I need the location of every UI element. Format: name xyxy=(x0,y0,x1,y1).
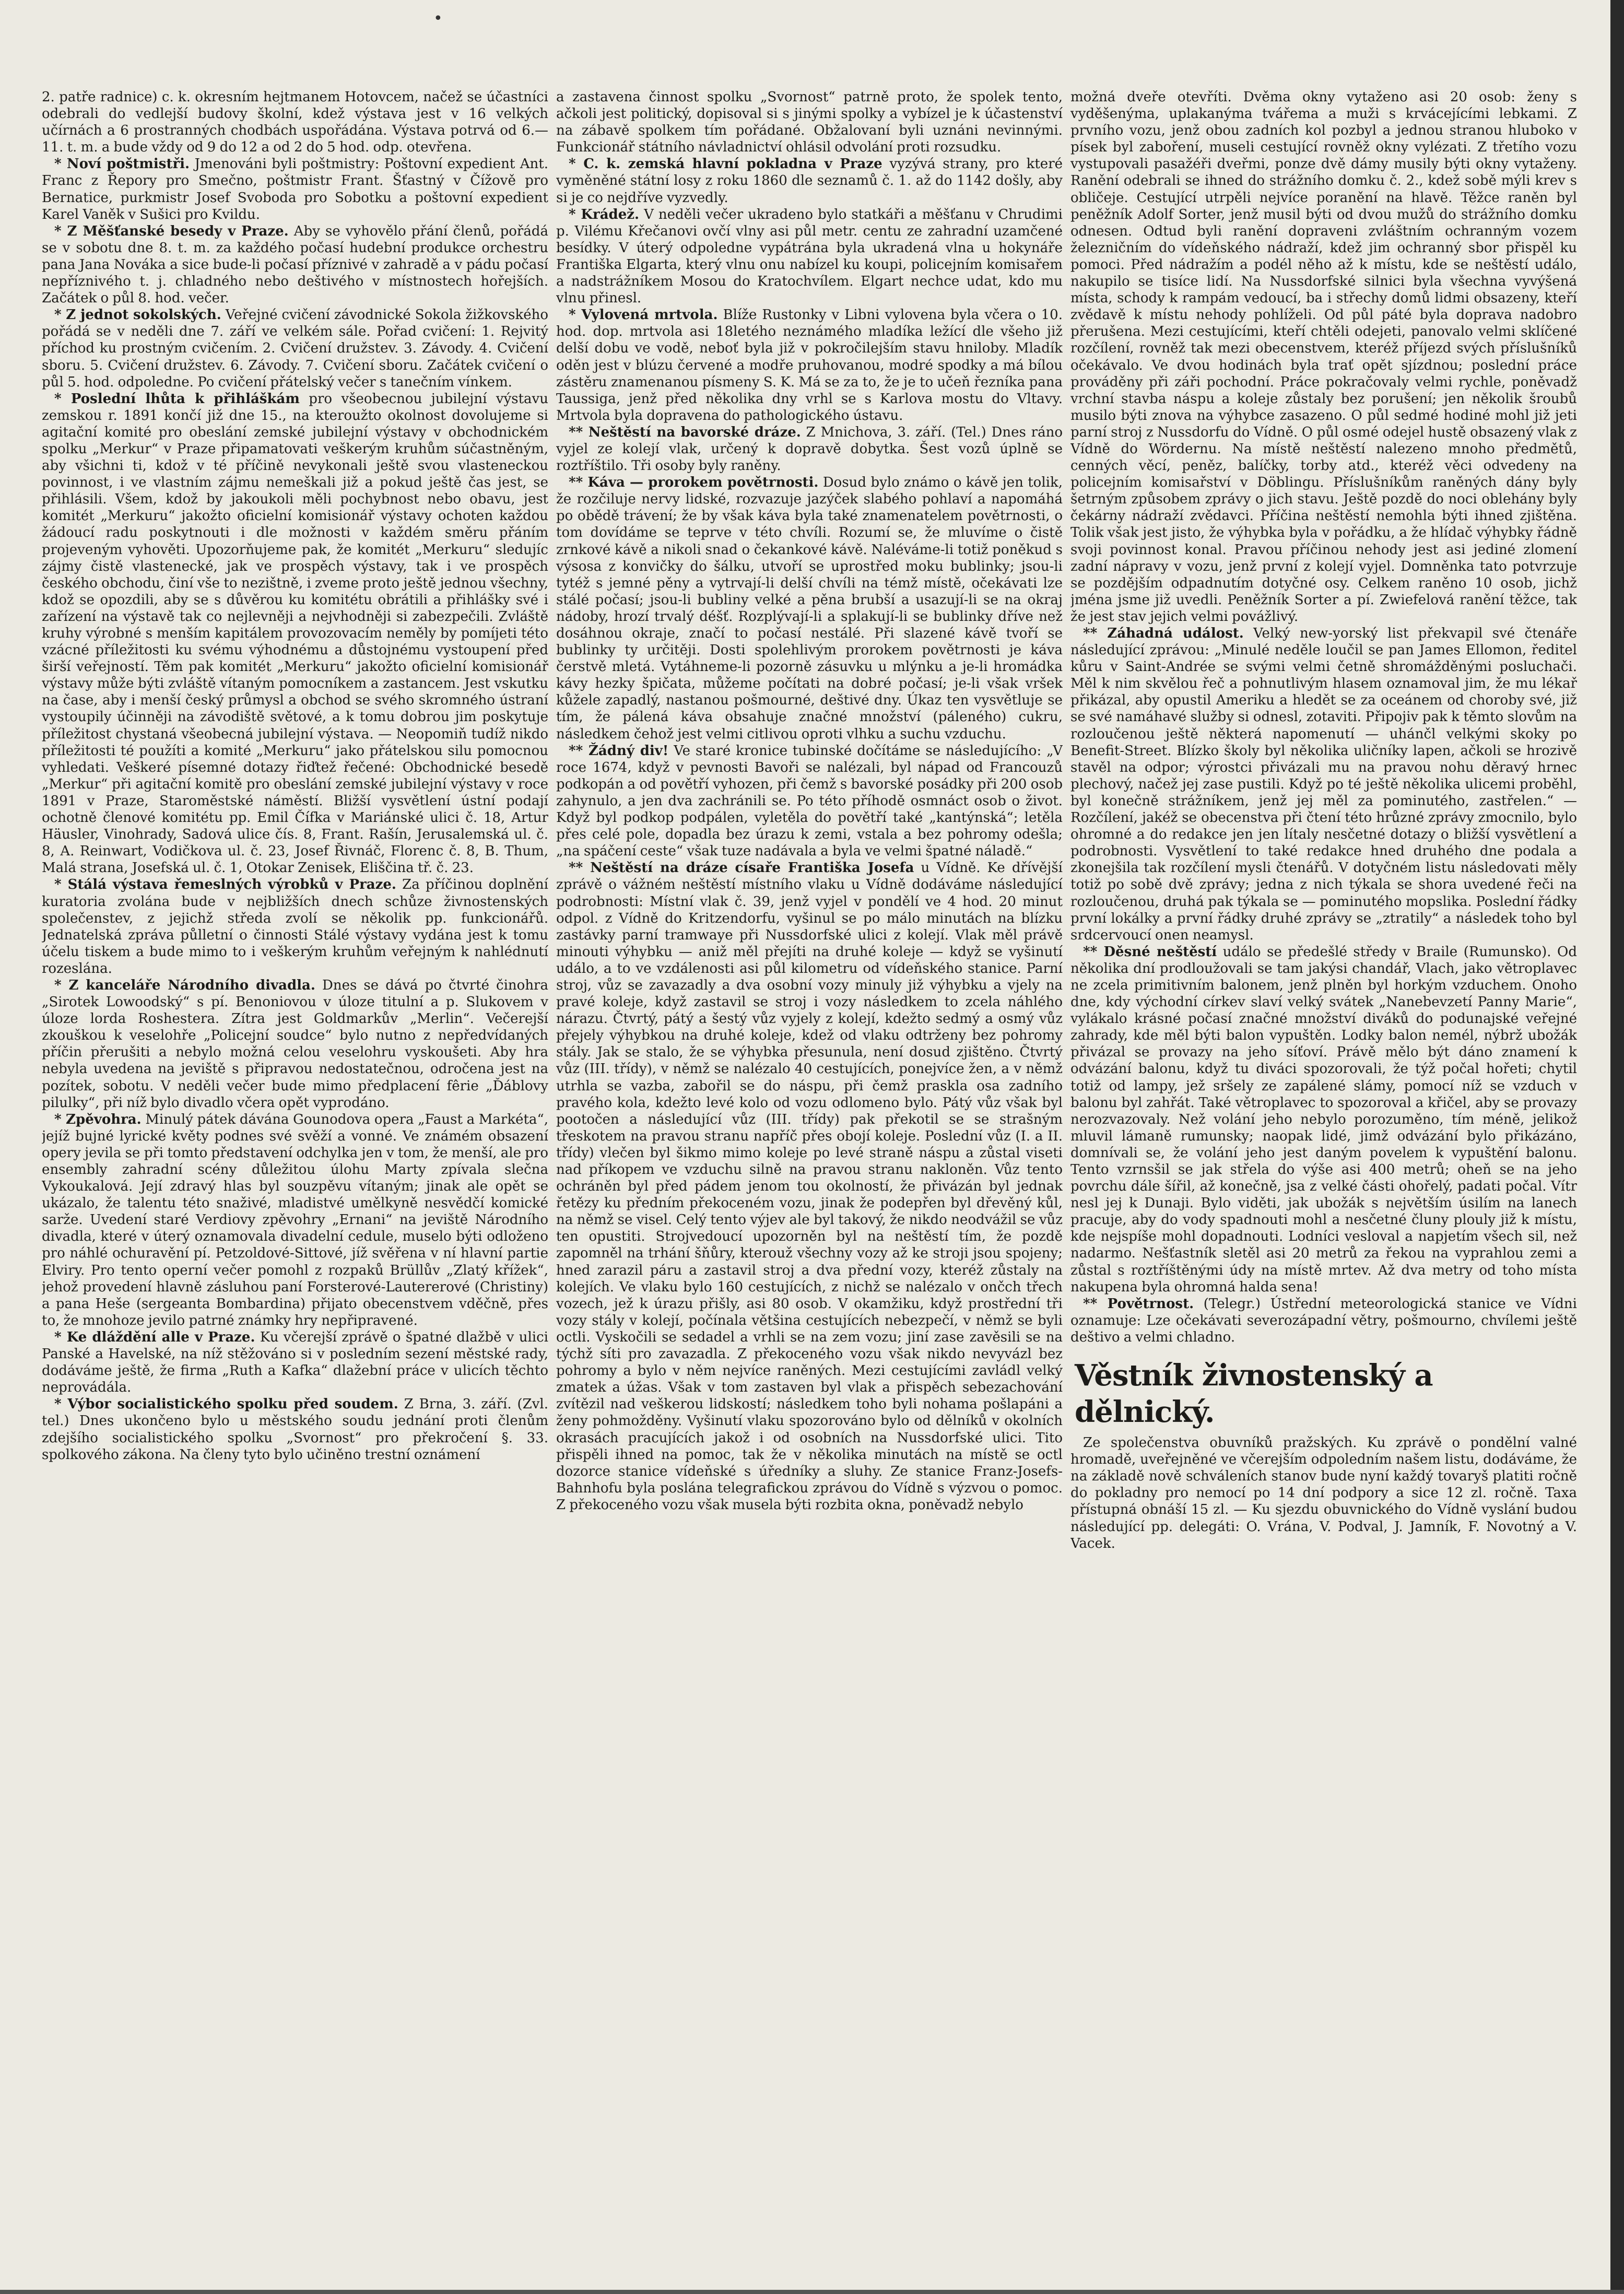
article-text: Veřejné cvičení závodnické Sokola žižkovského pořádá se v neděli dne 7. září ve velkém sále. Pořad cvičení: 1. Rejvitý příchod ku prostným cvičením. 2. Cvičení družstev. 3. Závody. 4. Cvičení sboru. 5. Cvičení družstev. 6. Závody. 7. Cvičení sboru. Začátek cvičení o půl 5. hod. odpoledne. Po cvičení přátelský večer s tanečním vínkem. xyxy=(42,307,548,390)
column-3-trade-news xyxy=(1070,1434,1577,1552)
article-heading: * Výbor socialistického spolku před soudem. xyxy=(54,1396,398,1413)
article-text: V neděli večer ukradeno bylo statkáři a měšťanu v Chrudimi p. Vilému Křečanovi ovčí vlny asi půl metr. centu ze zahradní uzamčené besídky. V úterý odpoledne vypátrána byla ukradená vlna u hokynáře Františka Elgarta, který vlnu onu nabízel ku koupi, policejním komisařem a nadstrážníkem Mosou do Kratochvílem. Elgart nechce udat, kdo mu vlnu přinesl. xyxy=(556,206,1063,307)
column-3-articles xyxy=(1070,89,1577,1346)
article-paragraph xyxy=(42,1329,548,1396)
article-text: Dosud bylo známo o kávě jen tolik, že rozčiluje nervy lidské, rozvazuje jazýček slabého pohlaví a napomáhá po obědě trávení; že by však káva byla také znamenatelem povětrnosti, o tom dovídáme se teprve v této chvíli. Rozumí se, že mluvíme o čistě zrnkové kávě a nikoli snad o čekankové kávě. Naléváme-li totiž poněkud s výsosa z konvičky do šálku, utvoří se uprostřed moku bublinky; jsou-li tytéž s jemné pěny a vytrvají-li delší chvíli na témž místě, očekávati lze stálé počasí; jsou-li bubliny velké a pěna brubší a usazují-li se na okraj nádoby, hrozí trvalý déšť. Rozplývají-li a splakují-li se bublinky dříve než dosáhnou okraje, značí to počasí nestálé. Při slazené kávě tvoří se bublinky ty určitěji. Dosti spolehlivým prorokem povětrnosti je káva čerstvě mletá. Vytáhneme-li pozorně zásuvku u mlýnku a je-li hromádka kávy hezky špičata, můžeme počítati na dobré počasí; je-li však vršek kůžele zapadlý, nastanou pošmourné, deštivé dny. Úkaz ten vysvětluje se tím, že pálená káva obsahuje značné množství (páleného) cukru, následkem čehož jest velmi citlivou oproti vlhku a suchu vzduchu. xyxy=(556,475,1063,742)
article-paragraph xyxy=(1070,1434,1577,1552)
article-heading: * Z kanceláře Národního divadla. xyxy=(54,977,315,993)
article-paragraph xyxy=(42,223,548,307)
article-paragraph xyxy=(1070,89,1577,625)
article-paragraph xyxy=(556,474,1063,743)
scan-mark: • xyxy=(433,9,443,28)
article-paragraph xyxy=(42,1396,548,1463)
article-paragraph xyxy=(42,89,548,156)
article-text: Ku včerejší zprávě o špatné dlažbě v ulici Panské a Havelské, na níž stěžováno si v posledním sezení městské rady, dodáváme ještě, že firma „Ruth a Kafka“ dlažební práce v ulicích těchto neprovádála. xyxy=(42,1329,548,1396)
columns xyxy=(42,89,1582,2261)
article-heading: ** Povětrnost. xyxy=(1083,1296,1194,1312)
article-heading: ** Žádný div! xyxy=(569,743,669,759)
article-heading: * Zpěvohra. xyxy=(54,1111,142,1127)
article-text: pro všeobecnou jubilejní výstavu zemskou r. 1891 končí již dne 15., na kteroužto okolnost dovolujeme si agitační komité pro obeslání zemské jubilejní výstavy v obchodnickém spolku „Merkur“ v Praze připamatovati veškerým kruhům súčastněným, aby všichni ti, kdož v té příčině nevykonali ještě svou vlasteneckou povinnost, i ve vlastním zájmu nemeškali již a pokud ještě čas jest, se přihlásili. Všem, kdož by jakoukoli měli pochybnost nebo obavu, jest komitét „Merkuru“ jakožto oficielní komisionář výstavy ochoten každou žádoucí radu poskytnouti i dle možnosti v každém směru přáním projeveným vyhověti. Upozorňujeme pak, že komitét „Merkuru“ sledujíc zájmy čistě vlastenecké, jak ve prospěch výstavy, tak i ve prospěch českého obchodu, činí vše to nezištně, i zveme proto ještě jednou všechny, kdož se opozdili, aby se s důvěrou ku komitétu obrátili a přihlášky své i zařízení na výstavě tak co nejlevněji a nejvhodněji si zabezpečili. Zvláště kruhy výrobné s menším kapitálem provozovacím neměly by pomíjeti této vzácné příležitosti ku svému výhodnému a důstojnému vystoupení před širší veřejností. Těm pak komitét „Merkuru“ jakožto oficielní komisionář výstavy může býti zvláště vítaným pomocníkem a zastancem. Jest vskutku na čase, aby i menší český průmysl a obchod se svého skromného ústraní vystoupily účinněji na závodiště světové, a k tomu dobrou jim poskytuje příležitost chystaná všeobecná jubilejní výstava. — Neopomiň tudíž nikdo příležitosti té použíti a komité „Merkuru“ jako přátelskou silu pomocnou vyhledati. Veškeré písemné dotazy řiďtež řečené: Obchodnické besedě „Merkur“ při agitační komitě pro obeslání zemské jubilejní výstavy v roce 1891 v Praze, Staroměstské náměstí. Bližší vysvětlení ústní podají ochotně členové komitétu pp. Emil Čífka v Mariánské ulici č. 18, Artur Häusler, Vinohrady, Sadová ulice čís. 8, Frant. Rašín, Jerusalemská ul. č. 8, A. Reinwart, Vodičkova ul. č. 23, Josef Řivnáč, Florenc č. 8, B. Thum, Malá strana, Josefská ul. č. 1, Otokar Zenisek, Eliščina tř. č. 23. xyxy=(42,391,548,876)
scan-edge-bottom xyxy=(0,2290,1624,2294)
article-heading: ** Neštěstí na bavorské dráze. xyxy=(569,424,801,440)
article-paragraph xyxy=(556,860,1063,1513)
article-heading: * Ke dláždění alle v Praze. xyxy=(54,1329,255,1345)
article-text: Velký new-yorský list překvapil své čtenáře následující zprávou: „Minulé neděle loučil se pan James Ellomon, ředitel kůru v Saint-Andrée se svými velmi četně shromážděnými posluchači. Měl k nim skvělou řeč a pohnutlivým hlasem oznamoval jim, že mu lékař přikázal, aby opustil Ameriku a hledět se za oceánem od choroby své, již se své namáhavé služby si odnesl, zotaviti. Připojiv pak k těmto slovům na rozloučenou ještě některá napomenutí — uhánčl velkými skoky po Benefit-Street. Blízko školy byl několika uličníky lapen, ačkoli se hrozivě stavěl na odpor; výrostci přivázali mu na pravou nohu děravý hrnec plechový, načež jej zase pustili. Když po té ještě několika ulicemi proběhl, byl konečně strážníkem, jenž jej měl za pominutého, zastřelen.“ — Rozčílení, jakéž se obecenstva při čtení této hrůzné zprávy zmocnilo, bylo ohromné a do redakce jen jen lítaly nesčetné dotazy o bližší vysvětlení a podrobnosti. Vysvětlení to také redakce hned druhého dne podala a zkonejšila tak rozčílení mysli čtenářů. V dotyčném listu následovati měly totiž po sobě dvě zprávy; jedna z nich týkala se shora uvedené řeči na rozloučenou, druhá pak týkala se — pominutého mopslika. Poslední řádky první lokálky a první řádky druhé zprávy se „ztratily“ a následek toho byl srdcervoucí onen neamysl. xyxy=(1070,626,1577,943)
scan-edge xyxy=(1610,0,1624,2294)
article-text: a zastavena činnost spolku „Svornost“ patrně proto, že spolek tento, ačkoli jest politický, dopisoval si s jinými spolky a vybízel je k účastenství na zábavě spolkem tím pořádané. Obžalovaní byli uznáni nevinnými. Funkcionář státního návladnictví ohlásil odvolání proti rozsudku. xyxy=(556,89,1063,156)
article-heading: * Z Měšťanské besedy v Praze. xyxy=(54,223,289,239)
article-paragraph xyxy=(42,307,548,390)
article-paragraph xyxy=(1070,625,1577,944)
article-paragraph xyxy=(1070,1296,1577,1346)
article-paragraph xyxy=(556,156,1063,206)
column-3 xyxy=(1070,89,1577,2261)
article-heading: * Z jednot sokolských. xyxy=(54,307,221,323)
article-paragraph xyxy=(556,307,1063,424)
article-paragraph xyxy=(556,743,1063,860)
article-heading: * Stálá výstava řemeslných výrobků v Praze. xyxy=(54,877,396,893)
article-heading: ** Káva — prorokem povětrnosti. xyxy=(569,475,819,491)
article-text: možná dveře otevříti. Dvěma okny vytaženo asi 20 osob: ženy s vyděšenýma, uplakanýma tvářema a muži s krvácejícími lebkami. Z prvního vozu, jenž obou zadních kol pozbyl a jednou stranou hluboko v písek byl zaboření, museli cestující rovněž okny vylézati. Z třetího vozu vystupovali pasažéři dveřmi, ponze dvě dámy musily býti okny vytaženy. Ranění odebrali se ihned do strážního domku č. 2., kdež sobě mýli krev s obličeje. Cestující utrpěli nejvíce poranění na hlavě. Těžce raněn byl peněžník Adolf Sorter, jenž musil býti od dvou mužů do strážního domku odnesen. Odtud byli ranění dopraveni zvláštním ochranným vozem železničním do vídeňského nádraží, kdež jim ochranný sbor přispěl ku pomoci. Před nádražím a podél něho až k místu, kde se neštěstí událo, nakupilo se tisíce lidí. Na Nussdorfské silnici byla všechna vyvýšená místa, schody k rampám vedoucí, ba i střechy domů lidmi obsazeny, kteří zvědavě k místu nehody pohlíželi. Od půl páté byla doprava nadobro přerušena. Mezi cestujícími, kteří chtěli odejeti, panovalo velmi sklíčené rozčílení, rovněž tak mezi obecenstvem, kteréž příjezd svých příslušníků očekávalo. Ve dvou hodinách byla trať opět sjízdnou; poslední práce prováděny při záři pochodní. Práce pokračovaly velmi rychle, poněvadž vrchní stavba náspu a koleje zůstaly bez porušení; jen několik šroubů musilo býti znova na výhybce zasazeno. O půl sedmé hodiné mohl již jeti parní stroj z Nussdorfu do Vídně. O půl osmé odejel hustě obsazený vlak z Vídně do Wördernu. Na místě neštěstí nalezeno mnoho předmětů, cenných věcí, peněz, balíčky, torby atd., kteréž věci odvedeny na policejním komisařství v Döblingu. Příslušníkům raněných dány byly šetrným způsobem zprávy o jich stavu. Ještě pozdě do noci oblehány byly čekárny nádraží zvědavci. Příčina neštěstí nemohla býti ihned zjištěna. Tolik však jest jisto, že výhybka byla v pořádku, a že hlídač výhybky řádně svoji povinnost konal. Pravou příčinou nehody jest asi jediné zlomení zadní nápravy v vozu, jenž první z kolejí vyjel. Domněnka tato potvrzuje se pozdějším odpadnutím dotyčné osy. Celkem raněno 10 osob, jichž jména jsme již uvedli. Peněžník Sorter a pí. Zwiefelová ranění těžce, tak že jest stav jejich velmi povážlivý. xyxy=(1070,89,1577,625)
article-paragraph xyxy=(42,977,548,1111)
article-paragraph xyxy=(42,876,548,977)
article-paragraph xyxy=(556,206,1063,307)
article-text: Jmenováni byli poštmistry: Poštovní expedient Ant. Franc z Řepory pro Smečno, poštmistr Frant. Šťastný v Čížově pro Bernatice, purkmistr Josef Svoboda pro Sobotku a poštovní expedient Karel Vaněk v Sušici pro Kvildu. xyxy=(42,156,548,222)
article-text: Ze společenstva obuvníků pražských. Ku zprávě o pondělní valné hromadě, uveřejněné ve včerejším odpoledním našem listu, dodáváme, že na základě nově schváleních stanov bude nyní každý tovaryš platiti ročně do pokladny pro nemocí po 14 dní podpory a sice 12 zl. ročně. Taxa přístupná obnáší 15 zl. — Ku sjezdu obuvnického do Vídně vyslání budou následující pp. delegáti: O. Vrána, V. Podval, J. Jamník, F. Novotný a V. Vacek. xyxy=(1070,1435,1577,1551)
article-paragraph xyxy=(42,1111,548,1329)
article-paragraph xyxy=(556,424,1063,474)
article-heading: ** Děsné neštěstí xyxy=(1083,944,1217,960)
article-heading: * Vylovená mrtvola. xyxy=(569,307,718,323)
article-text: vyzývá strany, pro které vyměněné státní losy z roku 1860 dle seznamů č. 1. až do 1142 došly, aby si je co nejdříve vyzvedly. xyxy=(556,156,1063,206)
article-text: Ve staré kronice tubinské dočítáme se následujícího: „V roce 1674, když v pevnosti Bavoři se nalézali, byl nápad od Francouzů podkopán a od povětří vyhozen, při čemž s bavorské posádky při 200 osob zahynulo, a jen dva zachránili se. Po této příhodě osmnáct osob o život. Když byl podkop podpálen, vyletěla do povětří také „kantýnská“; letěla přes celé pole, dopadla bez úrazu k zemi, vstala a bez pohromy odešla; „na spáčení ceste“ však tuze nadávala a byla ve velmi špatné náladě.“ xyxy=(556,743,1063,860)
article-text: událo se předešlé středy v Braile (Rumunsko). Od několika dní prodloužovali se tam jakýsi chandář, Vlach, jako větroplavec ne zcela primitivním balonem, jenž plněn byl horkým vzduchem. Onoho dne, kdy východní církev slaví velký svátek „Nanebevzetí Panny Marie“, vylákalo krásné počasí značné množství diváků do podunajské veřejné zahrady, kde měl býti balon vypuštěn. Lodky balon nemél, nýbrž ubožák přivázal se provazy na jeho síťoví. Právě mělo být dáno znamení k odvázání balonu, když tu diváci spozorovali, že týž počal hořeti; chytil totiž od lampy, jež sršely ze zapálené slámy, pomocí níž se vzduch v balonu byl zahřát. Také větroplavec to spozoroval a křičel, aby se provazy nerozvazovaly. Než volání jeho nebylo porozuměno, tím méně, jelikož mluvil lámaně rumunsky; naopak lidé, jimž odvázání bylo přikázáno, domnívali se, že volání jeho jest daným povelem k vypuštění balonu. Tento vzrnsšil se jak střela do výše asi 400 metrů; oheň se na jeho povrchu dále šířil, až konečně, jsa z velké části ohořelý, padati počal. Vítr nesl jej k Dunaji. Bylo viděti, jak ubožák s největším úsilím na lanech pracuje, aby do vody spadnouti mohl a nesčetné čluny plouly již k místu, kde nejspíše mohl dopadnouti. Lodníci vesloval a napjetím všech sil, než nadarmo. Nešťastník sletěl asi 20 metrů za řekou na vyprahlou zemi a zůstal s roztříštěnými údy na místě mrtev. Až dva metry od toho místa nakupena byla ohromná halda sena! xyxy=(1070,944,1577,1295)
article-text: Za příčinou doplnění kuratoria zvolána bude v nejbližších dnech schůze živnostenských společenstev, z jejichž středa zvolí se několik pp. funkcionářů. Jednatelská zpráva půlletní o činnosti Stálé výstavy vydána jest k tomu účelu tiskem a bude mimo to i veškerým kruhům veřejným k nahlédnutí rozeslána. xyxy=(42,877,548,977)
article-text: Blíže Rustonky v Libni vylovena byla včera o 10. hod. dop. mrtvola asi 18letého neznámého mladíka ležící dle všeho již delší dobu ve vodě, neboť byla již v pokročilejším stavu hniloby. Mladík oděn jest v blúzu červené a modře pruhovanou, modré spodky a má bílou zástěru znamenanou písmeny S. K. Má se za to, že je to učeň řezníka pana Taussiga, jenž před několika dny vrhl se s Karlova mostu do Vltavy. Mrtvola byla dopravena do pathologického ústavu. xyxy=(556,307,1063,423)
column-2 xyxy=(556,89,1063,2261)
article-text: Minulý pátek dávána Gounodova opera „Faust a Markéta“, jejíž bujné lyrické květy podnes své svěží a vonné. Ve známém obsazení opery jevila se při tomto představení odchylka jen v tom, že menší, ale pro ensembly zahradní scény důležitou úlohu Marty zpívala slečna Vykoukalová. Její zdravý hlas byl souzpěvu vítaným; jinak ale opět se ukázalo, že talentu této snaživé, mladistvé umělkyně nesvědčí komické sarže. Uvedení staré Verdiovy zpěvohry „Ernani“ na jeviště Národního divadla, které v úterý oznamovala divadelní cedule, muselo býti odloženo pro náhlé ochuravění pí. Petzoldové-Sittové, jíž svěřena v ní hlavní partie Elviry. Pro tento operní večer pomohl z rozpaků Brüllův „Zlatý křížek“, jehož provedení hlavně zásluhou paní Forsterové-Lautererové (Christiny) a pana Heše (sergeanta Bombardina) přijato obecenstvem vděčně, přes to, že mnohoze jevilo patrné známky hry nepřipravené. xyxy=(42,1111,548,1328)
article-text: u Vídně. Ke dřívější zprávě o vážném neštěstí místního vlaku u Vídně dodáváme následující podrobnosti: Místní vlak č. 39, jenž vyjel v pondělí ve 4 hod. 20 minut odpol. z Vídně do Kritzendorfu, vyšinul se po málo minutách na blízku zastávky parní tramwaye při Nussdorfské ulici z kolejí. Vlak měl právě minouti výhybku — aniž měl přejíti na druhé koleje — když se vyšinutí událo, a to ve vzdálenosti asi půl kilometru od vídeňského stanice. Parní stroj, vůz se zavazadly a dva osobní vozy minuly již výhybku a vjely na pravé koleje, když zastavil se stroj i vozy následkem to zcela náhlého nárazu. Čtvrtý, pátý a šestý vůz vyjely z kolejí, kdežto sedmý a osmý vůz přejely výhybkou na druhé koleje, kdež od vlaku odtrženy bez pohromy stály. Jak se stalo, že se výhybka přesunula, není dosud zjištěno. Čtvrtý vůz (III. třídy), v němž se nalézalo 40 cestujících, ponejvíce žen, a v němž utrhla se vazba, zabořil se do náspu, při čemž praskla osa zadního pravého kola, kdežto levé kolo od vozu odlomeno bylo. Pátý vůz však byl pootočen a následující vůz (III. třídy) pak překotil se se strašným třeskotem na pravou stranu napříč přes obojí koleje. Poslední vůz (I. a II. třídy) vlečen byl šikmo mimo koleje po levé straně náspu a zůstal viseti nad příkopem ve vzduchu silně na pravou stranu nakloněn. Vůz tento ochráněn byl před pádem jenom tou okolností, že přivázán byl jednak řetězy ku předním překoceném vozu, jinak že podepřen byl dřevěný kůl, na němž se visel. Celý tento výjev ale byl takový, že nikdo neodvážil se vůz ten opustiti. Strojvedoucí upozorněn byl na neštěstí tím, že pozdě zapomněl na trhání šňůry, kterouž všechny vozy až ke stroji jsou spojeny; hned zarazil páru a zastavil stroj a dva přední vozy, kteréž zůstaly na kolejích. Ve vlaku bylo 160 cestujících, z nichž se nalézalo v ončch třech vozech, jež k úrazu přišly, asi 80 osob. V okamžiku, když prostřední tři vozy stály v kolejí, počínala většina cestujících nebezpečí, v němž se byli octli. Vyskočili se sedadel a vrhli se na zem vozu; jiní zase zavěsili se na týchž síti pro zavazadla. Z překoceného vozu však nikdo nevyvázl bez pohromy a bylo v něm nejvíce raněných. Mezi cestujícími zavládl velký zmatek a úžas. Však v tom zastaven byl vlak a přispěch sebezachování zvítězil nad veškerou lidskostí; následkem toho byli nohama pošlapáni a ženy pohmožděny. Vyšinutí vlaku spozorováno bylo od dělníků v okolních okrasách pracujících jakož i od osobních na Nussdorfské ulici. Tito přispěli ihned na pomoc, tak že v několika minutách na místě se octl dozorce stanice vídeňské s úředníky a sluhy. Ze stanice Franz-Josefs-Bahnhofu byla poslána telegrafickou zprávou do Vídně s výzvou o pomoc. Z překoceného vozu však musela býti rozbita okna, poněvadž nebylo xyxy=(556,860,1063,1513)
article-text: 2. patře radnice) c. k. okresním hejtmanem Hotovcem, načež se účastníci odebrali do vedlejší budovy školní, kdež výstava jest v 16 velkých učírnách a 6 prostranných chodbách uspořádána. Výstava potrvá od 6.—11. t. m. a bude vždy od 9 do 12 a od 2 do 5 hod. odp. otevřena. xyxy=(42,89,548,156)
column-1 xyxy=(42,89,548,2261)
article-heading: ** Záhadná událost. xyxy=(1083,626,1244,641)
article-text: Dnes se dává po čtvrté činohra „Sirotek Lowoodský“ s pí. Benoniovou v úloze titulní a p. Slukovem v úloze lorda Roshestera. Zítra jest Goldmarkův „Merlin“. Večerejší zkouškou k veselohře „Policejní soudce“ bylo nutno z nepředvídaných příčin přerušiti a nebylo možná celou veselohru vyskoušeti. Aby hra nebyla uvedena na jeviště s připravou nedostatečnou, odročena jest na pozítek, sobotu. V neděli večer bude mimo předplacení fêrie „Ďáblovy pilulky“, při níž bylo divadlo včera opět vyprodáno. xyxy=(42,977,548,1111)
article-heading: * C. k. zemská hlavní pokladna v Praze xyxy=(569,156,882,172)
section-title: Věstník živnostenský a dělnický. xyxy=(1075,1358,1433,1430)
article-heading: * Noví poštmistři. xyxy=(54,156,190,172)
article-paragraph xyxy=(42,391,548,877)
article-heading: * Krádež. xyxy=(569,206,640,222)
article-text: (Telegr.) Ústřední meteorologická stanice ve Vídni oznamuje: Lze očekávati severozápadní větry, pošmourno, chvílemi ještě deštivo a velmi chladno. xyxy=(1070,1296,1577,1345)
article-text: Aby se vyhovělo přání členů, pořádá se v sobotu dne 8. t. m. za každého počasí hudební produkce orchestru pana Jana Nováka a sice bude-li počasí příznivé v zahradě a v pádu počasí nepříznivého t. j. chladného nebo deštivého v místnostech hořejších. Začátek o půl 8. hod. večer. xyxy=(42,223,548,307)
article-paragraph xyxy=(1070,944,1577,1296)
article-text: Z Mnichova, 3. září. (Tel.) Dnes ráno vyjel ze kolejí vlak, určený k dopravě dobytka. Šest vozů úplně se roztříštilo. Tři osoby byly raněny. xyxy=(556,424,1063,474)
article-heading: ** Neštěstí na dráze císaře Františka Josefa xyxy=(569,860,914,876)
article-paragraph xyxy=(556,89,1063,156)
article-heading: * Poslední lhůta k přihláškám xyxy=(54,391,300,407)
article-text: Z Brna, 3. září. (Zvl. tel.) Dnes ukončeno bylo u městského soudu jednání proti členům zdejšího socialistického spolku „Svornost“ pro překročení §. 33. spolkového zákona. Na členy tyto bylo učiněno trestní oznámení xyxy=(42,1396,548,1463)
article-paragraph xyxy=(42,156,548,222)
